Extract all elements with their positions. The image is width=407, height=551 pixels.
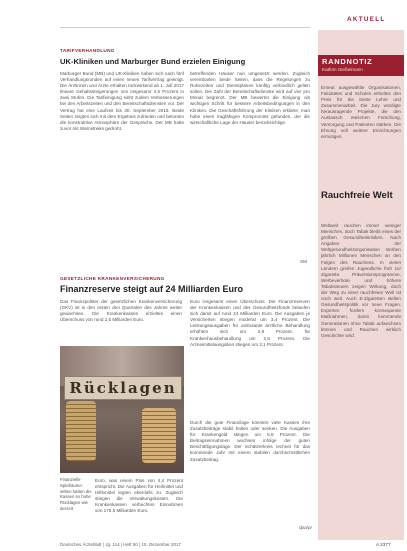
footer-left: Deutsches Ärzteblatt | Jg. 114 | Heft 50 | 15. Dezember 2017 (60, 542, 181, 547)
article2-author: dpa/pr (299, 525, 313, 530)
article1-tag: TARIFVERHANDLUNG (60, 48, 115, 53)
article1-title: UK-Kliniken und Marburger Bund erzielen Einigung (60, 57, 246, 66)
article2-title: Finanzreserve steigt auf 24 Milliarden Euro (60, 284, 244, 294)
randnotiz-label-box (318, 55, 404, 76)
article2-col-lower: Euro, was einem Plus von 4,4 Prozent entspricht. Die Ausgaben für Heilmittel und Hilfsmittel legten ebenfalls zu. Zugleich stiegen die Verwaltungskosten. Die Krankenkassen verbuchten Einnahmen von 175,5 Milliarden Euro. (95, 478, 183, 514)
randnotiz-title: Rauchfreie Welt (321, 190, 393, 201)
randnotiz-body: Weltweit rauchen immer weniger Menschen, doch Tabak bleibt eines der größten Gesundheitsrisiken. Nach Angaben der Weltgesundheitsorganisation sterben jährlich Millionen Menschen an den Folgen des Rauchens. In vielen Ländern greifen Jugendliche früh zur Zigarette. Präventionsprogramme, Werbeverbote und höhere Tabaksteuern zeigen Wirkung, doch der Weg zu einer rauchfreien Welt ist noch weit. Auch E-Zigaretten stellen Gesundheitspolitik vor neue Fragen. Experten fordern konsequente Maßnahmen, damit kommende Generationen ohne Tabak aufwachsen können und Rauchen wirklich Geschichte wird. (321, 223, 401, 338)
randnotiz-intro: Erneut ausgewählte Organisationen, Fakultäten und Schulen erhielten den Preis für die beste Lehre und Zusammenarbeit. Die Jury würdigte herausragende Projekte, die den Austausch zwischen Forschung, Versorgung und Patienten stärken. Die Ehrung soll weitere Einrichtungen ermutigen. (321, 85, 401, 139)
article2-col3: Durch die gute Finanzlage könnten viele Kassen ihre Zusatzbeiträge stabil halten oder senken. Die Ausgaben für Krankengeld stiegen um 5,8 Prozent. Die Beitragseinnahmen wuchsen infolge der guten Beschäftigungslage. Der Schätzerkreis rechnet für das kommende Jahr mit einem stabilen durchschnittlichen Zusatzbeitrag. (190, 420, 310, 462)
section-header: AKTUELL (347, 16, 386, 23)
article1-author: SM (300, 259, 307, 264)
rücklagen-word: Rücklagen (69, 379, 177, 397)
coin-stack-icon-2 (142, 408, 176, 463)
rücklagen-tiles (64, 376, 182, 400)
article2-col2: Euro insgesamt einen Überschuss. Die Finanzreserven der Krankenkassen und des Gesundheitsfonds belaufen sich damit auf rund 24 Milliarden Euro. Die Ausgaben je Versicherten stiegen moderat um 3,4 Prozent. Die Leistungsausgaben für ambulante ärztliche Behandlung erhöhten sich um 2,9 Prozent, für Krankenhausbehandlung um 2,6 Prozent. Die Arzneimittelausgaben stiegen um 3,1 Prozent. (190, 299, 310, 347)
footer-right: A 2377 (376, 542, 391, 547)
article1-col1: Marburger Bund (MB) und UK-Kliniken haben sich nach fünf Verhandlungsrunden auf einen neuen Tarifvertrag geeinigt. Die Ärztinnen und Ärzte erhalten rückwirkend ab 1. Juli 2017 lineare Gehaltssteigerungen von insgesamt 4,5 Prozent in zwei Stufen. Die Tarifeinigung sieht zudem Verbesserungen bei den Arbeitszeiten und den Bereitschaftsdiensten vor. Der Vertrag hat eine Laufzeit bis 30. September 2019. Beide Seiten zeigten sich mit dem Ergebnis zufrieden und betonten die konstruktive Atmosphäre der Gespräche. Der MB hatte zuvor mit Warnstreiks gedroht. (60, 71, 184, 131)
article1-col2: betreffenden Häuser nun umgesetzt werden. Zugleich vereinbarten beide Seiten, dass die Regelungen zu Ruhezeiten und Dienstplänen künftig verbindlich gelten sollen. Die Zahl der Bereitschaftsdienste wird auf vier pro Monat begrenzt. Der MB bewertet die Einigung als wichtigen Schritt für bessere Arbeitsbedingungen in den Kliniken. Die Geschäftsführung der Kliniken erklärte, man habe einen tragfähigen Kompromiss gefunden, der die wirtschaftliche Lage der Häuser berücksichtige. (190, 71, 310, 125)
randnotiz-label: RANDNOTIZ (322, 57, 373, 66)
article2-tag: GESETZLICHE KRANKENVERSICHERUNG (60, 276, 165, 281)
header-rule (60, 27, 310, 28)
coin-stack-icon (66, 401, 96, 461)
article2-photo (60, 346, 184, 473)
photo-caption: Finanzielle Spielräume: selten hatten die Kassen so hohe Rücklagen wie derzeit (60, 477, 92, 511)
article2-col1: Das Finanzpolster der gesetzlichen Krankenversicherung (GKV) ist in den ersten drei Quartalen des Jahres weiter gewachsen. Die Krankenkassen erzielten einen Überschuss von rund 2,5 Milliarden Euro. (60, 299, 182, 323)
randnotiz-author: Kathrin Gießelmann (322, 67, 363, 72)
